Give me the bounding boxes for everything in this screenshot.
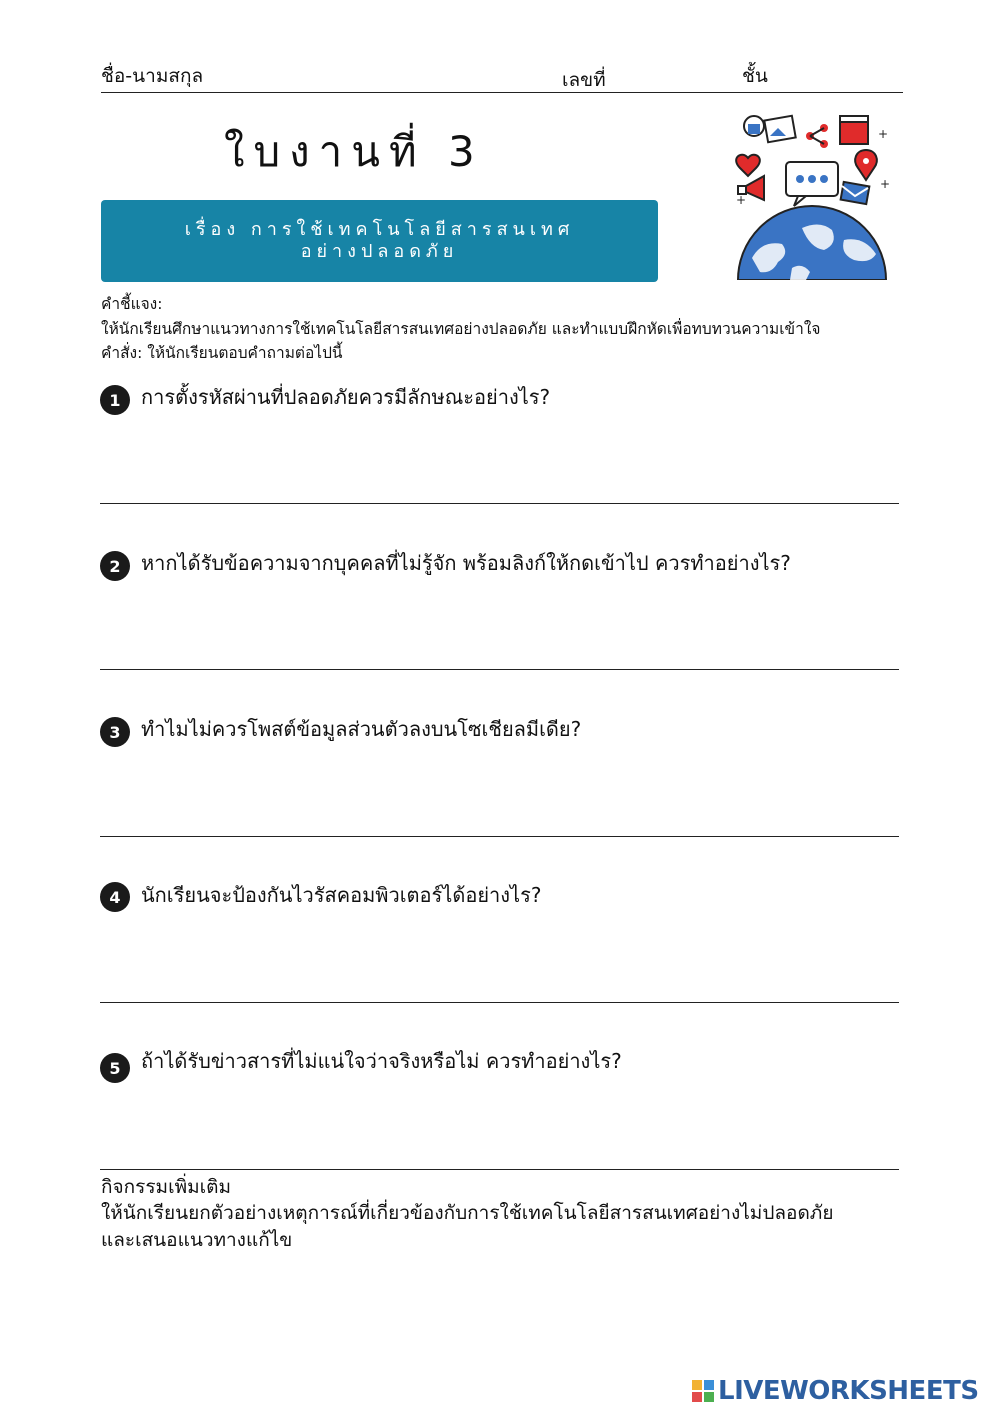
topic-line-2: อย่างปลอดภัย [300,241,459,262]
extra-activity-line-2: และเสนอแนวทางแก้ไข [101,1229,293,1251]
svg-text:+: + [736,193,747,207]
question-1-text: การตั้งรหัสผ่านที่ปลอดภัยควรมีลักษณะอย่างไร? [141,385,551,409]
number-field[interactable] [612,64,732,92]
social-media-globe-icon [732,108,892,280]
question-number-badge: 5 [100,1053,130,1083]
header-underline [101,92,903,93]
extra-activity-line-1: ให้นักเรียนยกตัวอย่างเหตุการณ์ที่เกี่ยวข้องกับการใช้เทคโนโลยีสารสนเทศอย่างไม่ปลอดภัย [101,1202,834,1224]
liveworksheets-logo [692,1376,979,1406]
instructions-command: คำสั่ง: ให้นักเรียนตอบคำถามต่อไปนี้ [101,344,343,362]
topic-line-1: เรื่อง การใช้เทคโนโลยีสารสนเทศ [184,219,575,240]
number-label: เลขที่ [562,69,606,91]
answer-line [100,669,899,670]
question-5-text: ถ้าได้รับข่าวสารที่ไม่แน่ใจว่าจริงหรือไม่ ควรทำอย่างไร? [141,1049,622,1073]
brand-wordmark: LIVEWORKSHEETS [718,1376,979,1406]
svg-text:+: + [878,127,889,141]
answer-field-4[interactable] [100,918,899,998]
answer-line [100,836,899,837]
answer-field-1[interactable] [100,420,899,500]
class-label: ชั้น [742,65,768,87]
answer-field-5[interactable] [100,1084,899,1164]
instructions-body: ให้นักเรียนศึกษาแนวทางการใช้เทคโนโลยีสารสนเทศอย่างปลอดภัย และทำแบบฝึกหัดเพื่อทบทวนความเข้าใจ [101,320,821,338]
question-2-text: หากได้รับข้อความจากบุคคลที่ไม่รู้จัก พร้อมลิงก์ให้กดเข้าไป ควรทำอย่างไร? [141,551,791,575]
question-number-badge: 2 [100,551,130,581]
worksheet-title: ใบงานที่ 3 [224,127,484,176]
topic-banner [101,200,658,282]
answer-field-2[interactable] [100,586,899,666]
class-field[interactable] [772,64,902,92]
question-number-badge: 1 [100,385,130,415]
question-number-badge: 3 [100,717,130,747]
instructions-heading: คำชี้แจง: [101,295,163,313]
liveworksheets-icon [692,1380,714,1402]
question-number-badge: 4 [100,882,130,912]
svg-text:+: + [880,177,891,191]
name-label: ชื่อ-นามสกุล [101,65,204,87]
question-4-text: นักเรียนจะป้องกันไวรัสคอมพิวเตอร์ได้อย่างไร? [141,883,542,907]
answer-line [100,1002,899,1003]
answer-line [100,1169,899,1170]
answer-field-3[interactable] [100,752,899,832]
answer-line [100,503,899,504]
extra-activity-heading: กิจกรรมเพิ่มเติม [101,1176,231,1198]
name-field[interactable] [210,64,550,92]
question-3-text: ทำไมไม่ควรโพสต์ข้อมูลส่วนตัวลงบนโซเชียลมีเดีย? [141,717,582,741]
